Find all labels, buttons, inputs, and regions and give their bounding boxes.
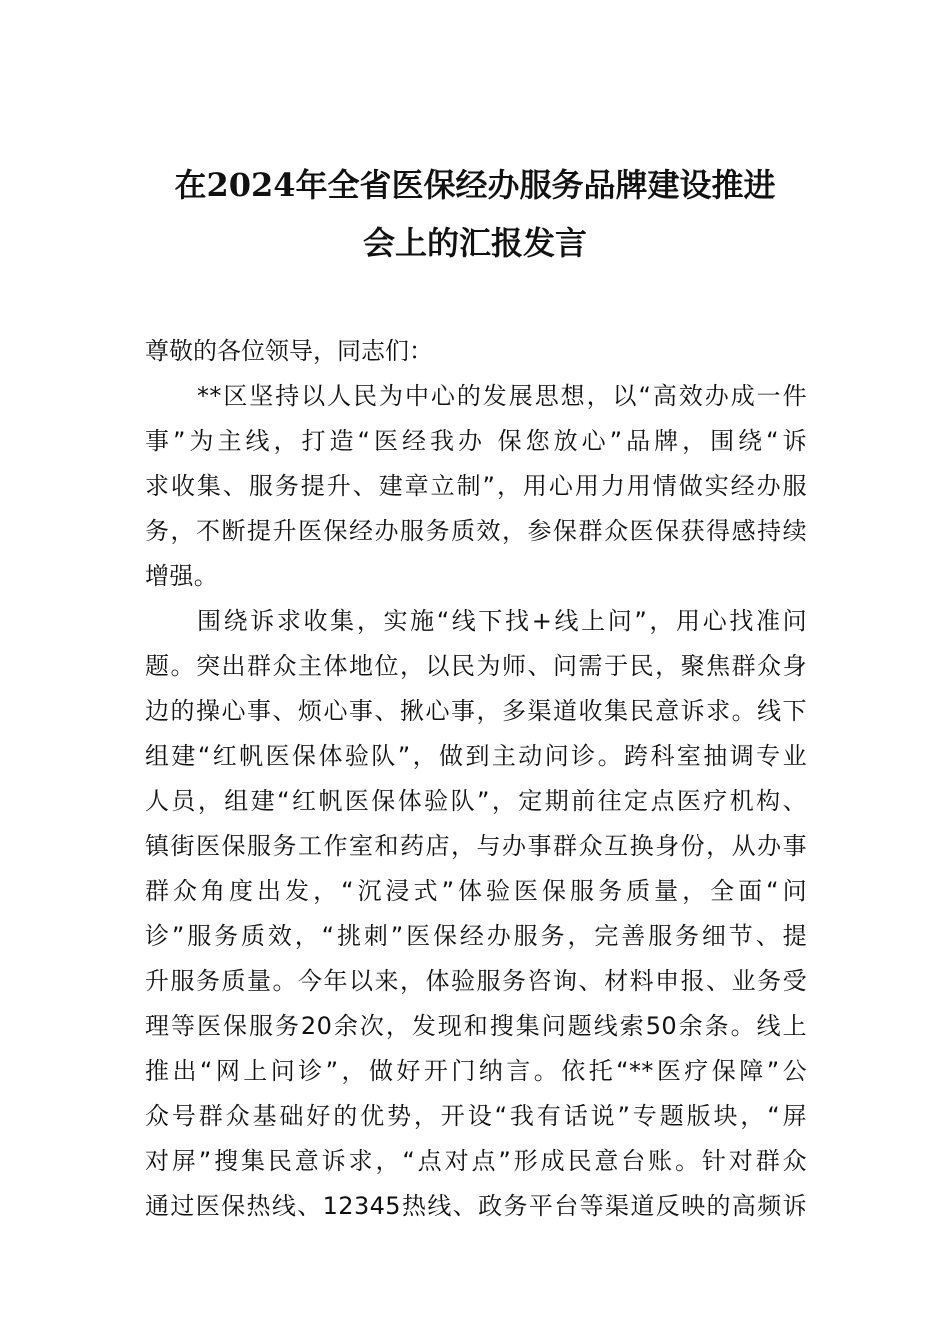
paragraph-line: 对屏”搜集民意诉求，“点对点”形成民意台账。针对群众 xyxy=(145,1147,807,1175)
paragraph-line: 事”为主线，打造“医经我办 保您放心”品牌，围绕“诉 xyxy=(145,427,807,455)
document-title xyxy=(145,156,805,272)
paragraph-line: 增强。 xyxy=(145,562,219,590)
paragraph-line: **区坚持以人民为中心的发展思想，以“高效办成一件 xyxy=(197,382,807,410)
paragraph-line: 群众角度出发，“沉浸式”体验医保服务质量，全面“问 xyxy=(145,877,807,905)
paragraph-line: 理等医保服务20余次，发现和搜集问题线索50余条。线上 xyxy=(145,1012,807,1040)
document-body xyxy=(145,329,807,1229)
paragraph-1 xyxy=(145,374,807,599)
paragraph-line: 诊”服务质效，“挑刺”医保经办服务，完善服务细节、提 xyxy=(145,922,807,950)
paragraph-line: 人员，组建“红帆医保体验队”，定期前往定点医疗机构、 xyxy=(145,787,807,815)
paragraph-line: 求收集、服务提升、建章立制”，用心用力用情做实经办服 xyxy=(145,472,807,500)
paragraph-line: 题。突出群众主体地位，以民为师、问需于民，聚焦群众身 xyxy=(145,652,807,680)
paragraph-line: 众号群众基础好的优势，开设“我有话说”专题版块，“屏 xyxy=(145,1102,807,1130)
paragraph-line: 通过医保热线、12345热线、政务平台等渠道反映的高频诉 xyxy=(145,1192,807,1220)
paragraph-2 xyxy=(145,599,807,1229)
paragraph-line: 升服务质量。今年以来，体验服务咨询、材料申报、业务受 xyxy=(145,967,807,995)
paragraph-line: 边的操心事、烦心事、揪心事，多渠道收集民意诉求。线下 xyxy=(145,697,807,725)
paragraph-line: 镇街医保服务工作室和药店，与办事群众互换身份，从办事 xyxy=(145,832,807,860)
paragraph-line: 组建“红帆医保体验队”，做到主动问诊。跨科室抽调专业 xyxy=(145,742,807,770)
paragraph-line: 推出“网上问诊”，做好开门纳言。依托“**医疗保障”公 xyxy=(145,1057,807,1085)
title-line-2: 会上的汇报发言 xyxy=(362,224,587,262)
paragraph-line: 围绕诉求收集，实施“线下找+线上问”，用心找准问 xyxy=(197,607,807,635)
paragraph-line: 务，不断提升医保经办服务质效，参保群众医保获得感持续 xyxy=(145,517,807,545)
salutation: 尊敬的各位领导，同志们： xyxy=(145,337,433,365)
title-line-1: 在2024年全省医保经办服务品牌建设推进 xyxy=(174,166,776,204)
